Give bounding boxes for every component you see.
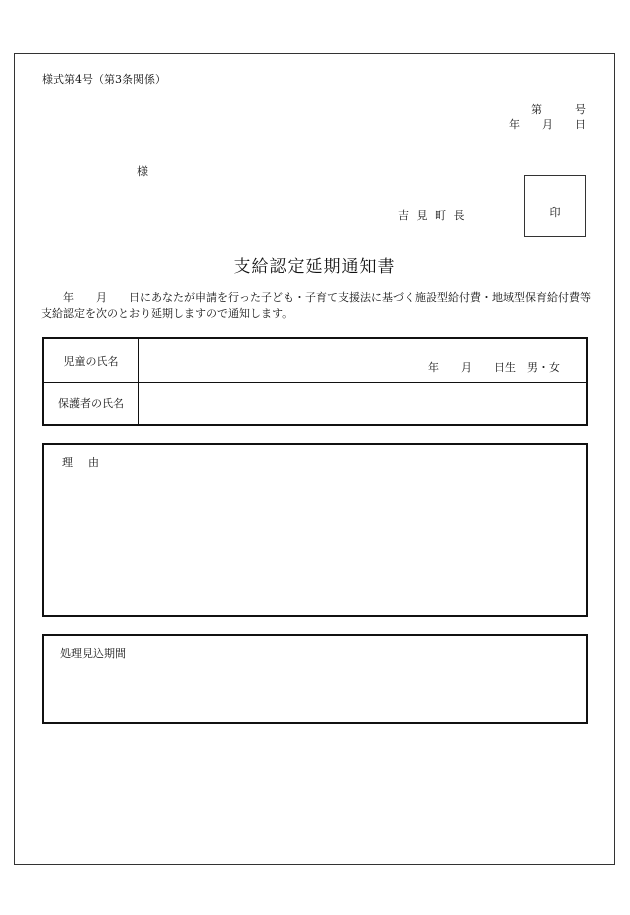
form-number: 様式第4号（第3条関係） (42, 73, 166, 86)
document-title: 支給認定延期通知書 (233, 257, 396, 277)
notice-body-text: 年 月 日にあなたが申請を行った子ども・子育て支援法に基づく施設型給付費・地域型保育給付費等支給認定を次のとおり延期しますので通知します。 (41, 291, 591, 320)
processing-period-label: 処理見込期間 (60, 647, 126, 660)
document-number-line: 第 号 (531, 103, 586, 116)
guardian-name-row (44, 382, 586, 424)
applicant-info-table (42, 337, 588, 426)
date-line: 年 月 日 (509, 118, 586, 131)
seal-label: 印 (549, 206, 561, 219)
sender-name: 吉 見 町 長 (398, 209, 467, 222)
child-name-row (44, 339, 586, 383)
addressee-suffix: 様 (137, 165, 148, 178)
document-page (14, 53, 615, 865)
reason-label: 理 由 (62, 456, 101, 469)
seal-box (524, 175, 586, 237)
birth-gender-line: 年 月 日生 男・女 (428, 361, 560, 374)
child-name-label: 児童の氏名 (44, 339, 139, 382)
processing-period-box (42, 634, 588, 724)
reason-box (42, 443, 588, 617)
guardian-name-label: 保護者の氏名 (44, 382, 139, 424)
